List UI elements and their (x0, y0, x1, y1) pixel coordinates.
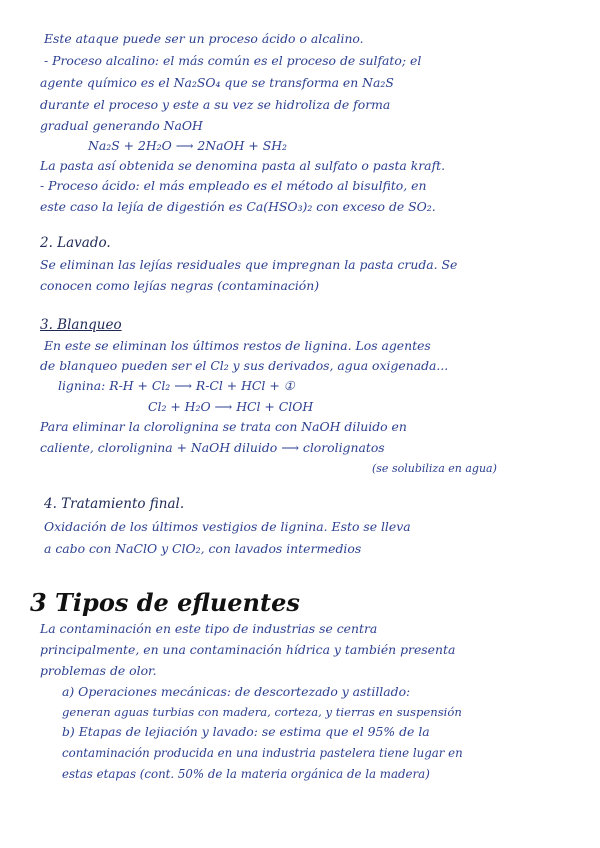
blanqueo-line-3: Para eliminar la clorolignina se trata con NaOH diluido en (40, 419, 407, 434)
blanqueo-line-2: de blanqueo pueden ser el Cl₂ y sus derivados, agua oxigenada... (40, 358, 449, 373)
efluentes-line-6: b) Etapas de lejiación y lavado: se estima que el 95% de la (62, 724, 430, 739)
intro-line-5: gradual generando NaOH (40, 118, 203, 133)
intro-line-1: Este ataque puede ser un proceso ácido o alcalino. (44, 31, 364, 46)
blanqueo-line-5: (se solubiliza en agua) (372, 462, 497, 475)
lavado-heading: 2. Lavado. (40, 235, 111, 251)
blanqueo-heading: 3. Blanqueo (40, 317, 122, 333)
intro-line-8: este caso la lejía de digestión es Ca(HSO₃)₂ con exceso de SO₂. (40, 199, 436, 214)
intro-line-3: agente químico es el Na₂SO₄ que se transforma en Na₂S (40, 75, 394, 90)
blanqueo-equation-1: lignina: R-H + Cl₂ ⟶ R-Cl + HCl + ① (58, 378, 295, 393)
blanqueo-line-1: En este se eliminan los últimos restos de lignina. Los agentes (44, 338, 431, 353)
intro-line-7: - Proceso ácido: el más empleado es el método al bisulfito, en (40, 178, 427, 193)
efluentes-line-3: problemas de olor. (40, 663, 157, 678)
efluentes-line-1: La contaminación en este tipo de industrias se centra (40, 621, 378, 636)
blanqueo-line-4: caliente, clorolignina + NaOH diluido ⟶ clorolignatos (40, 440, 385, 455)
efluentes-line-7: contaminación producida en una industria pastelera tiene lugar en (62, 746, 463, 760)
efluentes-line-4: a) Operaciones mecánicas: de descortezado y astillado: (62, 684, 411, 699)
efluentes-line-2: principalmente, en una contaminación hídrica y también presenta (40, 642, 456, 657)
tratamiento-line-1: Oxidación de los últimos vestigios de lignina. Esto se lleva (44, 519, 411, 534)
efluentes-line-5: generan aguas turbias con madera, corteza, y tierras en suspensión (62, 705, 462, 719)
intro-line-2: - Proceso alcalino: el más común es el proceso de sulfato; el (44, 53, 422, 68)
efluentes-heading: 3 Tipos de efluentes (30, 588, 300, 617)
blanqueo-equation-2: Cl₂ + H₂O ⟶ HCl + ClOH (148, 399, 314, 414)
tratamiento-line-2: a cabo con NaClO y ClO₂, con lavados intermedios (44, 541, 362, 556)
intro-equation: Na₂S + 2H₂O ⟶ 2NaOH + SH₂ (88, 138, 287, 153)
lavado-line-1: Se eliminan las lejías residuales que impregnan la pasta cruda. Se (40, 257, 458, 272)
efluentes-line-8: estas etapas (cont. 50% de la materia orgánica de la madera) (62, 767, 430, 781)
lavado-line-2: conocen como lejías negras (contaminación) (40, 278, 320, 293)
intro-line-4: durante el proceso y este a su vez se hidroliza de forma (40, 97, 391, 112)
intro-line-6: La pasta así obtenida se denomina pasta al sulfato o pasta kraft. (40, 158, 446, 173)
tratamiento-heading: 4. Tratamiento final. (44, 496, 185, 512)
